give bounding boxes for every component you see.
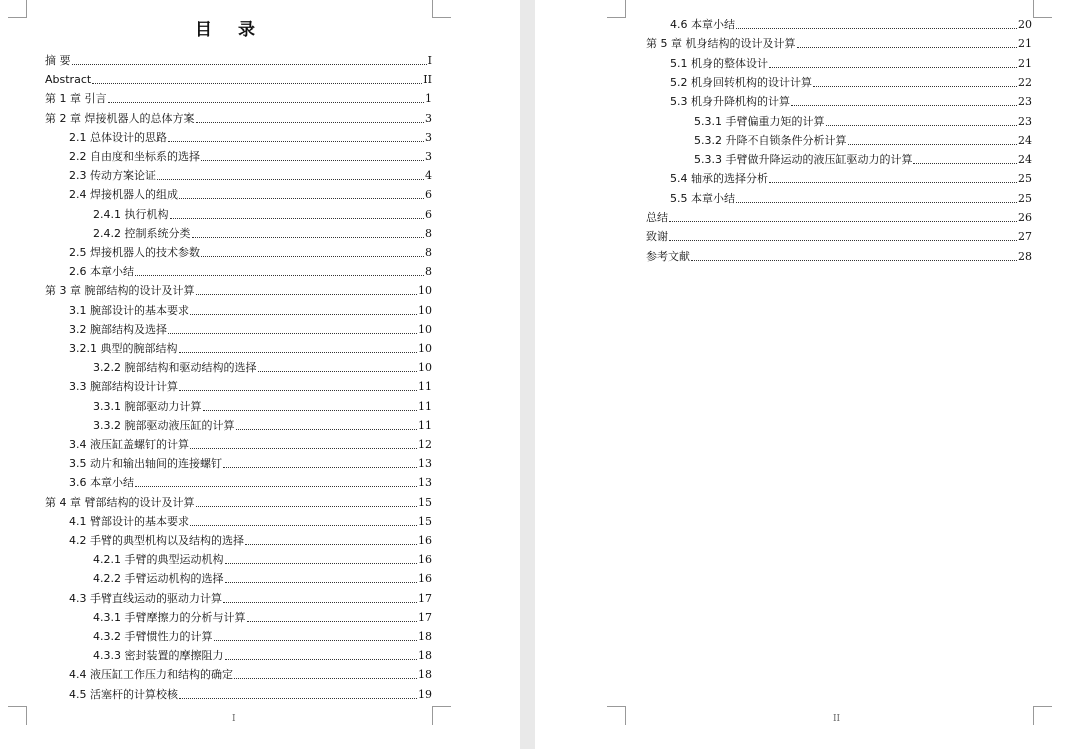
toc-entry-title: 4.4 液压缸工作压力和结构的确定 [69,668,233,682]
toc-entry-title: 2.6 本章小结 [69,265,134,279]
toc-entry[interactable] [646,93,1032,109]
toc-entry-title: 4.6 本章小结 [670,18,735,31]
toc-entry-title: 4.5 活塞杆的计算校核 [69,687,178,701]
dot-leader [201,256,424,257]
toc-entry-title: 4.2.1 手臂的典型运动机构 [93,553,224,567]
toc-page-number: 13 [418,457,432,471]
toc-page-number: 13 [418,476,432,490]
toc-page-number: 3 [425,150,432,163]
toc-entry-title: 第 1 章 引言 [45,92,107,106]
toc-entry-title: 3.5 动片和输出轴间的连接螺钉 [69,457,222,471]
dot-leader [190,314,417,315]
toc-page-number: 25 [1018,191,1032,205]
toc-entry-title: 5.5 本章小结 [670,191,735,205]
toc-entry-title: 2.4.1 执行机构 [93,207,169,221]
dot-leader [92,83,422,84]
toc-entry[interactable] [45,494,432,510]
toc-entry-title: 4.2.2 手臂运动机构的选择 [93,572,224,586]
toc-entry[interactable] [45,436,432,452]
dot-leader [736,202,1017,203]
toc-page-number: 8 [425,265,432,279]
page-number-footer: I [232,714,236,724]
toc-entry-title: 第 2 章 焊接机器人的总体方案 [45,111,195,125]
dot-leader [848,144,1018,145]
toc-page-number: 1 [425,92,432,106]
dot-leader [236,429,418,430]
toc-page-number: 16 [418,572,432,586]
toc-entry-title: 2.2 自由度和坐标系的选择 [69,150,200,163]
toc-entry[interactable] [45,282,432,298]
dot-leader [168,333,417,334]
toc-entry-title: 4.3 手臂直线运动的驱动力计算 [69,591,222,605]
toc-page-number: 21 [1018,56,1032,70]
toc-entry[interactable] [646,170,1032,186]
toc-entry[interactable] [646,151,1032,167]
dot-leader [223,602,417,603]
toc-entry[interactable] [45,206,432,222]
dot-leader [225,582,418,583]
dot-leader [168,141,424,142]
toc-entry[interactable] [45,378,432,394]
toc-entry[interactable] [45,302,432,318]
dot-leader [196,294,418,295]
document-page-1 [0,0,520,749]
toc-page-number: 16 [418,534,432,547]
dot-leader [190,448,417,449]
toc-entry-title: 3.6 本章小结 [69,476,134,490]
toc-entry-title: 2.5 焊接机器人的技术参数 [69,246,200,259]
toc-page-number: 18 [418,649,432,663]
dot-leader [813,86,1017,87]
toc-entry-title: 5.3 机身升降机构的计算 [670,95,790,109]
dot-leader [826,125,1018,126]
toc-entry[interactable] [646,228,1032,244]
dot-leader [234,678,417,679]
toc-page-number: 11 [418,380,432,394]
toc-page-number: 23 [1018,114,1032,128]
toc-page-number: 3 [425,130,432,144]
toc-entry[interactable] [646,55,1032,71]
dot-leader [196,122,425,123]
dot-leader [258,371,418,372]
dot-leader [135,486,417,487]
toc-entry-title: 2.1 总体设计的思路 [69,130,167,144]
toc-page-number: 4 [425,169,432,183]
toc-entry-title: 4.3.3 密封装置的摩擦阻力 [93,649,224,663]
dot-leader [203,410,418,411]
toc-entry[interactable] [646,190,1032,206]
dot-leader [223,467,417,468]
toc-page-number: 10 [418,303,432,317]
toc-entry-title: 3.2.1 典型的腕部结构 [69,342,178,355]
toc-page-number: 6 [425,188,432,202]
toc-entry-title: 第 3 章 腕部结构的设计及计算 [45,284,195,298]
toc-page-number: 22 [1018,75,1032,89]
toc-entry-title: 5.1 机身的整体设计 [670,56,768,70]
toc-entry[interactable] [45,90,432,106]
crop-mark [432,706,451,725]
toc-entry-title: 2.4.2 控制系统分类 [93,226,191,240]
toc-entry[interactable] [45,455,432,471]
toc-entry[interactable] [45,513,432,529]
toc-page-number: 18 [418,630,432,643]
dot-leader [201,160,424,161]
page-number-footer: II [833,714,841,724]
toc-entry[interactable] [646,74,1032,90]
dot-leader [190,525,417,526]
toc-entry[interactable] [45,628,432,644]
toc-title: 目 录 [195,20,265,40]
toc-entry[interactable] [646,132,1032,148]
dot-leader [179,698,417,699]
toc-page-number: 10 [418,342,432,355]
toc-page-number: 23 [1018,95,1032,109]
toc-entry-title: 3.1 腕部设计的基本要求 [69,303,189,317]
dot-leader [135,275,424,276]
toc-entry-title: 5.3.2 升降不自锁条件分析计算 [694,133,847,147]
toc-entry[interactable] [45,359,432,375]
toc-page-number: 11 [418,399,432,413]
dot-leader [214,640,418,641]
toc-entry-title: Abstract [45,73,92,87]
toc-entry-title: 致谢 [646,230,668,244]
dot-leader [179,198,424,199]
dot-leader [669,221,1017,222]
toc-entry-title: 3.2 腕部结构及选择 [69,322,167,336]
toc-entry[interactable] [45,590,432,606]
toc-page-number: 17 [418,610,432,624]
toc-page-number: 28 [1018,249,1032,263]
toc-entry[interactable] [45,570,432,586]
toc-entry[interactable] [646,16,1032,32]
toc-page-number: 25 [1018,172,1032,186]
toc-entry[interactable] [45,244,432,260]
toc-page-number: 6 [425,207,432,221]
toc-page-number: 19 [418,687,432,701]
toc-entry[interactable] [45,551,432,567]
toc-entry[interactable] [45,532,432,548]
toc-entry-title: 3.3 腕部结构设计计算 [69,380,178,394]
toc-entry[interactable] [45,417,432,433]
toc-page-number: 17 [418,591,432,605]
toc-entry[interactable] [45,52,432,68]
toc-page-number: 3 [425,111,432,125]
crop-mark [8,706,27,725]
toc-entry[interactable] [45,647,432,663]
toc-entry-title: 第 4 章 臂部结构的设计及计算 [45,495,195,509]
toc-entry[interactable] [45,71,432,87]
toc-entry[interactable] [45,129,432,145]
dot-leader [769,182,1017,183]
toc-entry-title: 2.4 焊接机器人的组成 [69,188,178,202]
toc-entry-title: 4.3.2 手臂惯性力的计算 [93,630,213,643]
toc-entry[interactable] [646,248,1032,264]
toc-entry[interactable] [646,113,1032,129]
toc-page-number: 27 [1018,230,1032,244]
toc-entry[interactable] [45,398,432,414]
toc-entry[interactable] [45,321,432,337]
toc-entry-title: 4.3.1 手臂摩擦力的分析与计算 [93,610,246,624]
toc-entry[interactable] [646,209,1032,225]
dot-leader [157,179,424,180]
dot-leader [108,102,425,103]
toc-entry-title: 2.3 传动方案论证 [69,169,156,183]
crop-mark [607,706,626,725]
toc-page-number: 15 [418,514,432,528]
dot-leader [736,28,1017,29]
toc-page-number: 10 [418,284,432,298]
dot-leader [691,260,1017,261]
dot-leader [179,390,417,391]
toc-page-number: 8 [425,226,432,240]
toc-entry[interactable] [45,110,432,126]
toc-entry-title: 4.2 手臂的典型机构以及结构的选择 [69,534,244,547]
toc-entry[interactable] [45,148,432,164]
toc-entry-title: 摘 要 [45,54,71,67]
toc-page-number: 10 [418,322,432,336]
dot-leader [192,237,425,238]
toc-entry[interactable] [45,263,432,279]
dot-leader [797,47,1018,48]
toc-page-number: II [423,73,432,87]
toc-entry-title: 3.2.2 腕部结构和驱动结构的选择 [93,361,257,375]
toc-entry[interactable] [45,225,432,241]
toc-entry-title: 5.3.1 手臂偏重力矩的计算 [694,114,825,128]
toc-entry[interactable] [45,666,432,682]
dot-leader [196,506,418,507]
dot-leader [225,563,418,564]
crop-mark [607,0,626,18]
toc-page-number: I [427,54,432,67]
toc-page-number: 16 [418,553,432,567]
dot-leader [791,105,1017,106]
toc-page-number: 20 [1018,18,1032,31]
toc-entry-title: 5.4 轴承的选择分析 [670,172,768,186]
toc-page-number: 11 [418,418,432,432]
dot-leader [225,659,418,660]
dot-leader [72,64,427,65]
toc-entry-title: 总结 [646,211,668,224]
toc-page-number: 21 [1018,37,1032,51]
dot-leader [179,352,418,353]
toc-page-number: 12 [418,438,432,451]
dot-leader [170,218,425,219]
toc-page-number: 8 [425,246,432,259]
dot-leader [913,163,1017,164]
toc-entry[interactable] [45,609,432,625]
toc-page-number: 26 [1018,211,1032,224]
toc-entry-title: 第 5 章 机身结构的设计及计算 [646,37,796,51]
toc-page-number: 10 [418,361,432,375]
crop-mark [1033,706,1052,725]
dot-leader [769,67,1017,68]
toc-entry[interactable] [45,686,432,702]
dot-leader [669,240,1017,241]
crop-mark [1033,0,1052,18]
toc-entry[interactable] [45,474,432,490]
toc-page-number: 18 [418,668,432,682]
toc-entry[interactable] [45,340,432,356]
dot-leader [247,621,418,622]
toc-entry[interactable] [45,186,432,202]
toc-entry-title: 3.3.1 腕部驱动力计算 [93,399,202,413]
toc-entry-title: 5.3.3 手臂做升降运动的液压缸驱动力的计算 [694,153,913,167]
toc-entry-title: 3.3.2 腕部驱动液压缸的计算 [93,418,235,432]
toc-entry-title: 参考文献 [646,249,690,263]
toc-entry[interactable] [45,167,432,183]
toc-page-number: 24 [1018,133,1032,147]
toc-page-number: 24 [1018,153,1032,167]
toc-entry[interactable] [646,35,1032,51]
toc-page-number: 15 [418,495,432,509]
toc-entry-title: 3.4 液压缸盖螺钉的计算 [69,438,189,451]
document-page-2 [535,0,1069,749]
toc-entry-title: 5.2 机身回转机构的设计计算 [670,75,812,89]
toc-entry-title: 4.1 臂部设计的基本要求 [69,514,189,528]
dot-leader [245,544,417,545]
